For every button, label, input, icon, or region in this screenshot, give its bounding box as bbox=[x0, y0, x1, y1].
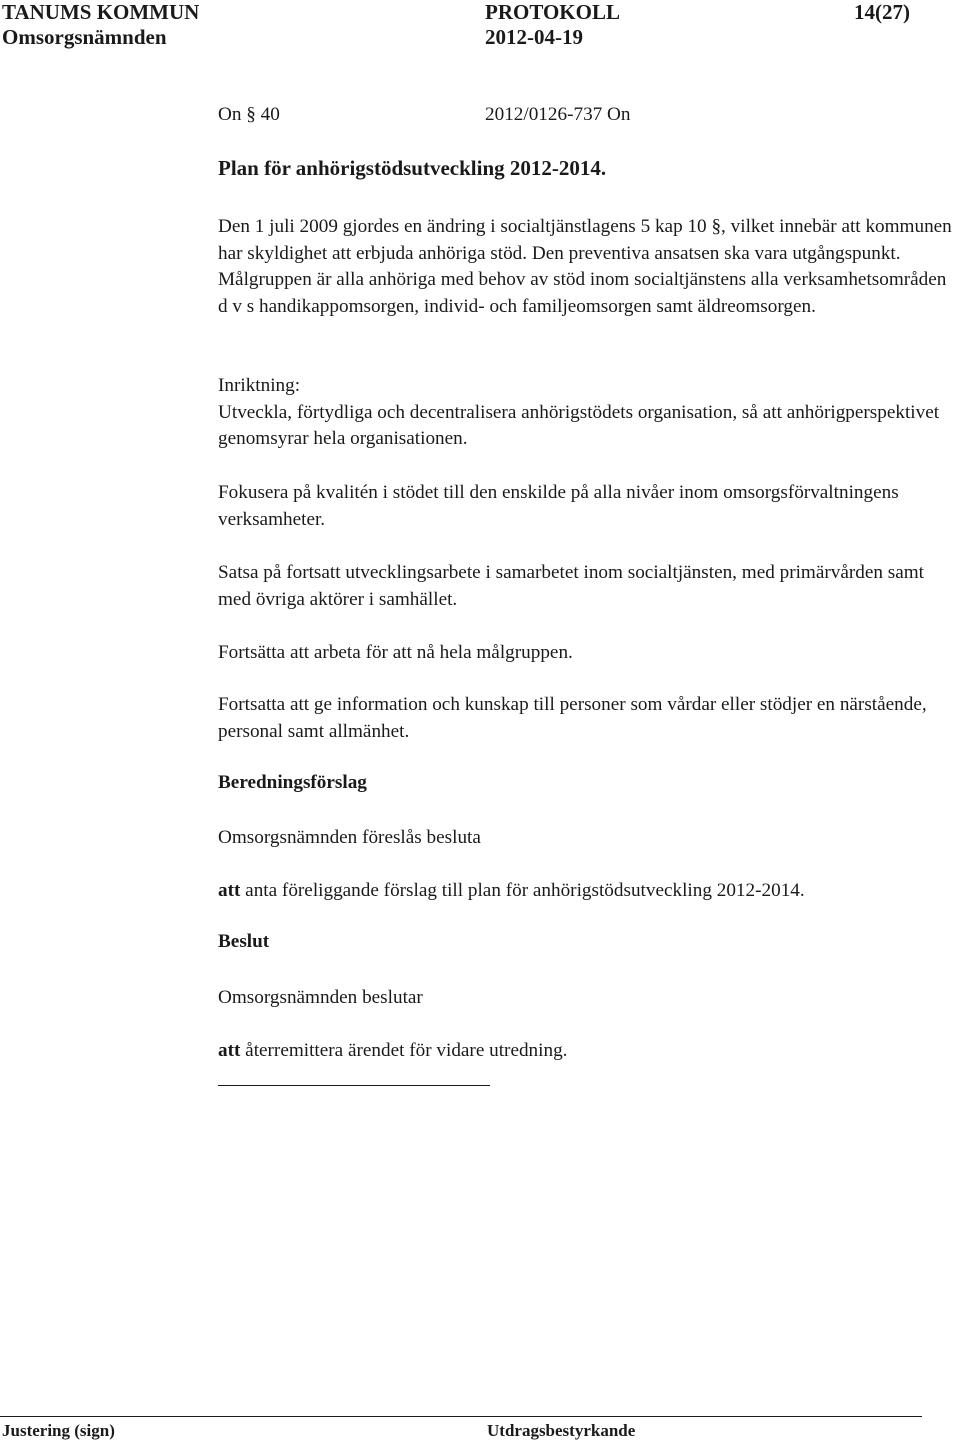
paragraph-2: Utveckla, förtydliga och decentralisera anhörigstödets organisation, så att anhörigperspektivet genomsyrar hela organisationen. bbox=[218, 401, 940, 449]
beslut-intro-text: Omsorgsnämnden beslutar bbox=[218, 987, 423, 1008]
paragraph-3: Fokusera på kvalitén i stödet till den enskilde på alla nivåer inom omsorgsförvaltningens verksamheter. bbox=[218, 482, 899, 530]
inriktning-section bbox=[218, 373, 953, 453]
paragraph-4: Satsa på fortsatt utvecklingsarbete i samarbetet inom socialtjänsten, med primärvården samt med övriga aktörer i samhället. bbox=[218, 562, 924, 610]
paragraph-6: Fortsatta att ge information och kunskap till personer som vårdar eller stödjer en närstående, personal samt allmänhet. bbox=[218, 694, 927, 742]
header-page-number: 14(27) bbox=[854, 0, 910, 24]
beredning-att-word: att bbox=[218, 880, 241, 901]
case-number: On § 40 bbox=[218, 104, 280, 125]
intro-paragraph bbox=[218, 214, 953, 320]
paragraph-1: Den 1 juli 2009 gjordes en ändring i socialtjänstlagens 5 kap 10 §, vilket innebär att kommunen har skyldighet att erbjuda anhöriga stöd. Den preventiva ansatsen ska vara utgångspunkt. Målgruppen är alla anhöriga med behov av stöd inom socialtjänstens alla verksamhetsområden d v s handikappomsorgen, individ- och familjeomsorgen samt äldreomsorgen. bbox=[218, 216, 952, 317]
footer-utdragsbestyrkande: Utdragsbestyrkande bbox=[487, 1421, 636, 1440]
beslut-att-line bbox=[218, 1038, 953, 1065]
beredning-att-line bbox=[218, 878, 953, 905]
case-dnr: 2012/0126-737 On bbox=[485, 104, 631, 125]
inriktning-label: Inriktning: bbox=[218, 375, 301, 396]
beredning-intro-text: Omsorgsnämnden föreslås besluta bbox=[218, 827, 481, 848]
header-org: TANUMS KOMMUN bbox=[2, 0, 200, 24]
header-date: 2012-04-19 bbox=[485, 25, 583, 49]
beredning-heading: Beredningsförslag bbox=[218, 772, 367, 793]
paragraph-6-block bbox=[218, 692, 953, 745]
case-line bbox=[218, 104, 953, 130]
beslut-att-text: återremittera ärendet för vidare utredning. bbox=[240, 1040, 568, 1061]
paragraph-5-block bbox=[218, 640, 953, 667]
header-committee: Omsorgsnämnden bbox=[2, 25, 167, 49]
document-title: Plan för anhörigstödsutveckling 2012-2014. bbox=[218, 156, 607, 180]
beslut-att-clause bbox=[218, 1038, 953, 1065]
beslut-heading: Beslut bbox=[218, 931, 270, 952]
beredning-intro bbox=[218, 825, 953, 852]
header-doc-type: PROTOKOLL bbox=[485, 0, 620, 24]
beslut-att-word: att bbox=[218, 1040, 241, 1061]
beslut-intro bbox=[218, 985, 953, 1012]
beredning-att-text: anta föreliggande förslag till plan för anhörigstödsutveckling 2012-2014. bbox=[240, 880, 805, 901]
beredning-att-clause bbox=[218, 878, 953, 905]
paragraph-3-block bbox=[218, 480, 953, 533]
paragraph-5: Fortsätta att arbeta för att nå hela målgruppen. bbox=[218, 642, 573, 663]
end-rule bbox=[218, 1085, 490, 1086]
paragraph-4-block bbox=[218, 560, 953, 613]
footer-divider bbox=[0, 1416, 922, 1417]
footer-justering: Justering (sign) bbox=[2, 1421, 115, 1440]
